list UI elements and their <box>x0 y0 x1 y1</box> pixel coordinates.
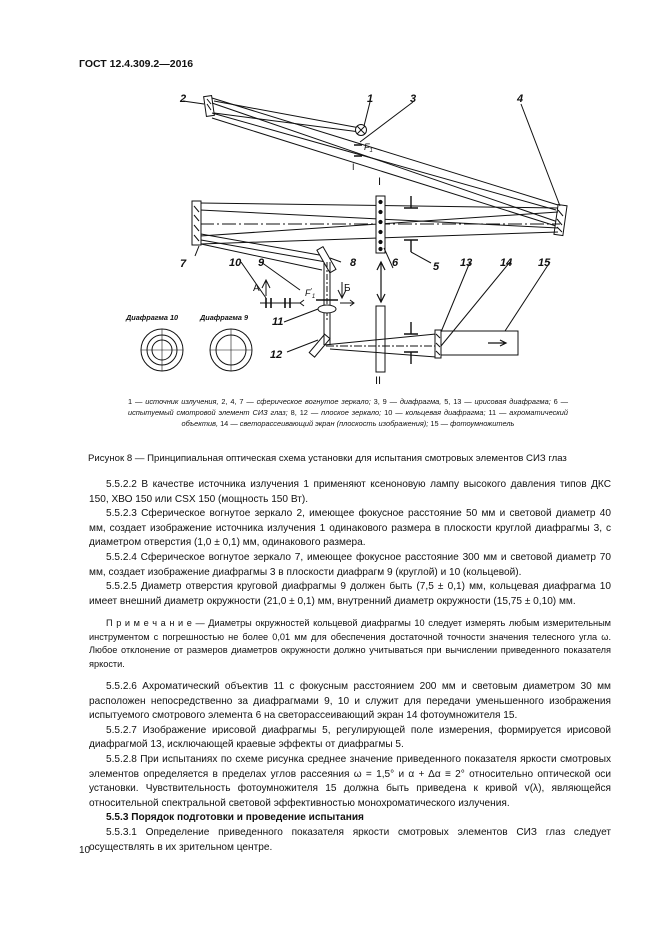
legend-segment: 5, 13 <box>444 397 462 406</box>
paragraph-5-5-2-4: 5.5.2.4 Сферическое вогнутое зеркало 7, имеющее фокусное расстояние 300 мм и световой диаметр 70 мм, создает изображение диафрагмы 3 в плоскости диафрагм 9 (круглой) и 10 (кольцевой). <box>89 551 611 578</box>
legend-segment: 6 <box>553 397 558 406</box>
page-number: 10 <box>79 845 91 856</box>
diaphragm-9-label: Диафрагма 9 <box>200 313 249 322</box>
callout-10: 10 <box>229 257 242 269</box>
callout-7: 7 <box>180 258 187 270</box>
paragraph-5-5-2-8: 5.5.2.8 При испытаниях по схеме рисунка среднее значение приведенного показателя яркости смотровых элементов определяется в пределах углов рассеяния ω = 1,5° и α + Δα ≡ 2° относительно оптической оси установки. Чувствительность фотоумножителя 15 должна быть приведена к кривой v(λ), являющейся относительной спектральной световой эффективностью монохроматического излучения. <box>89 753 611 809</box>
document-header: ГОСТ 12.4.309.2—2016 <box>79 58 194 70</box>
legend-segment: 8, 12 <box>290 408 308 417</box>
lens-11 <box>318 305 336 313</box>
paragraph-5-5-2-3: 5.5.2.3 Сферическое вогнутое зеркало 2, имеющее фокусное расстояние 50 мм и световой диаметр 40 мм, создает изображение источника излучения 1 одинакового размера в плоскости круглой диафрагмы 3, с диаметром отверстия (1,0 ± 0,1) мм, одинакового размера. <box>89 508 611 549</box>
section-heading: 5.5.3 Порядок подготовки и проведение испытания <box>106 812 364 824</box>
paragraph-5-5-2-6: 5.5.2.6 Ахроматический объектив 11 с фокусным расстоянием 200 мм и световым диаметром 30 мм расположен непосредственно за диафрагмами 9, 10 и служит для передачи уменьшенного изображения испытуемого смотрового элемента 6 на светорассеивающий экран 14 фотоумножителя 15. <box>89 680 611 722</box>
legend-segment: 14 <box>220 419 229 428</box>
paragraph-5-5-2-7: 5.5.2.7 Изображение ирисовой диафрагмы 5, регулирующей поле измерения, формируется ирисовой диафрагмой 13, исключающей краевые эффекты от диафрагмы 5. <box>89 724 611 751</box>
label-A: А <box>253 283 260 294</box>
label-B: Б <box>344 283 351 294</box>
callout-14: 14 <box>500 257 513 269</box>
callout-4: 4 <box>517 93 524 105</box>
legend-segment: — диафрагма, <box>386 397 445 406</box>
flat-mirror-8 <box>317 247 336 273</box>
legend-segment: 3, 9 <box>373 397 387 406</box>
callout-9: 9 <box>258 257 265 269</box>
paragraph-5-5-2-2: 5.5.2.2 В качестве источника излучения 1 применяют ксеноновую лампу высокого давления типов ДКС 150, ХВО 150 или CSX 150 (мощность 150 Вт). <box>89 479 611 505</box>
label-F1: $F_1$ <box>364 142 373 154</box>
callout-6: 6 <box>392 257 399 269</box>
legend-segment: 2, 4, 7 <box>221 397 244 406</box>
callout-11: 11 <box>272 316 284 328</box>
legend-segment: — светорассеивающий экран (плоскость изображения); <box>228 419 431 428</box>
callout-5: 5 <box>433 261 440 273</box>
optical-scheme-diagram <box>0 0 661 450</box>
note: П р и м е ч а н и е — Диаметры окружностей кольцевой диафрагмы 10 следует измерять любым измерительным инструментом с погрешностью не более 0,01 мм для обеспечения достаточной точности значения телесного угла ω. Любое отклонение от размеров диаметров окружности должно учитываться при вычислении приведенного показателя яркости. <box>89 618 611 669</box>
legend-segment: — ахроматический объектив, <box>181 408 568 428</box>
legend-segment: — источник излучения, <box>132 397 222 406</box>
roman-I-small-label: I <box>352 162 355 172</box>
callout-3: 3 <box>410 93 417 105</box>
legend-segment: 10 <box>384 408 393 417</box>
callout-8: 8 <box>350 257 357 269</box>
figure-legend <box>128 396 568 429</box>
legend-segment: — испытуемый смотровой элемент СИЗ глаз; <box>128 397 568 417</box>
paragraph-5-5-3-1: 5.5.3.1 Определение приведенного показателя яркости смотровых элементов СИЗ глаз следует осуществлять в их зрительном центре. <box>89 826 611 853</box>
paragraph-5-5-2-5: 5.5.2.5 Диаметр отверстия круговой диафрагмы 9 должен быть (7,5 ± 0,1) мм, кольцевая диафрагма 10 имеет внешний диаметр окружности (21,0 ± 0,1) мм, внутренний диаметр окружности (15,75 ± 0,10) мм. <box>89 581 611 607</box>
legend-segment: 15 <box>430 419 439 428</box>
roman-II-label: II <box>375 375 382 387</box>
callout-13: 13 <box>460 257 473 269</box>
body-text <box>89 478 611 855</box>
callout-15: 15 <box>538 257 551 269</box>
label-F1-prime: $F'_1$ <box>305 288 316 300</box>
callout-2: 2 <box>180 93 187 105</box>
legend-segment: — плоское зеркало; <box>307 408 385 417</box>
legend-segment: — фотоумножитель <box>438 419 515 428</box>
legend-segment: — кольцевая диафрагма; <box>392 408 489 417</box>
legend-segment: — сферическое вогнутое зеркало; <box>243 397 374 406</box>
test-element-6 <box>376 196 385 253</box>
legend-segment: 11 <box>488 408 497 417</box>
callout-1: 1 <box>367 93 374 105</box>
legend-segment: — ирисовая диафрагма; <box>461 397 554 406</box>
diaphragm-10-label: Диафрагма 10 <box>126 313 179 322</box>
figure-caption: Рисунок 8 — Принципиальная оптическая схема установки для испытания смотровых элементов СИЗ глаз <box>88 453 567 464</box>
callout-12: 12 <box>270 349 283 361</box>
roman-I-label: I <box>378 176 382 188</box>
legend-segment: 1 <box>128 397 133 406</box>
